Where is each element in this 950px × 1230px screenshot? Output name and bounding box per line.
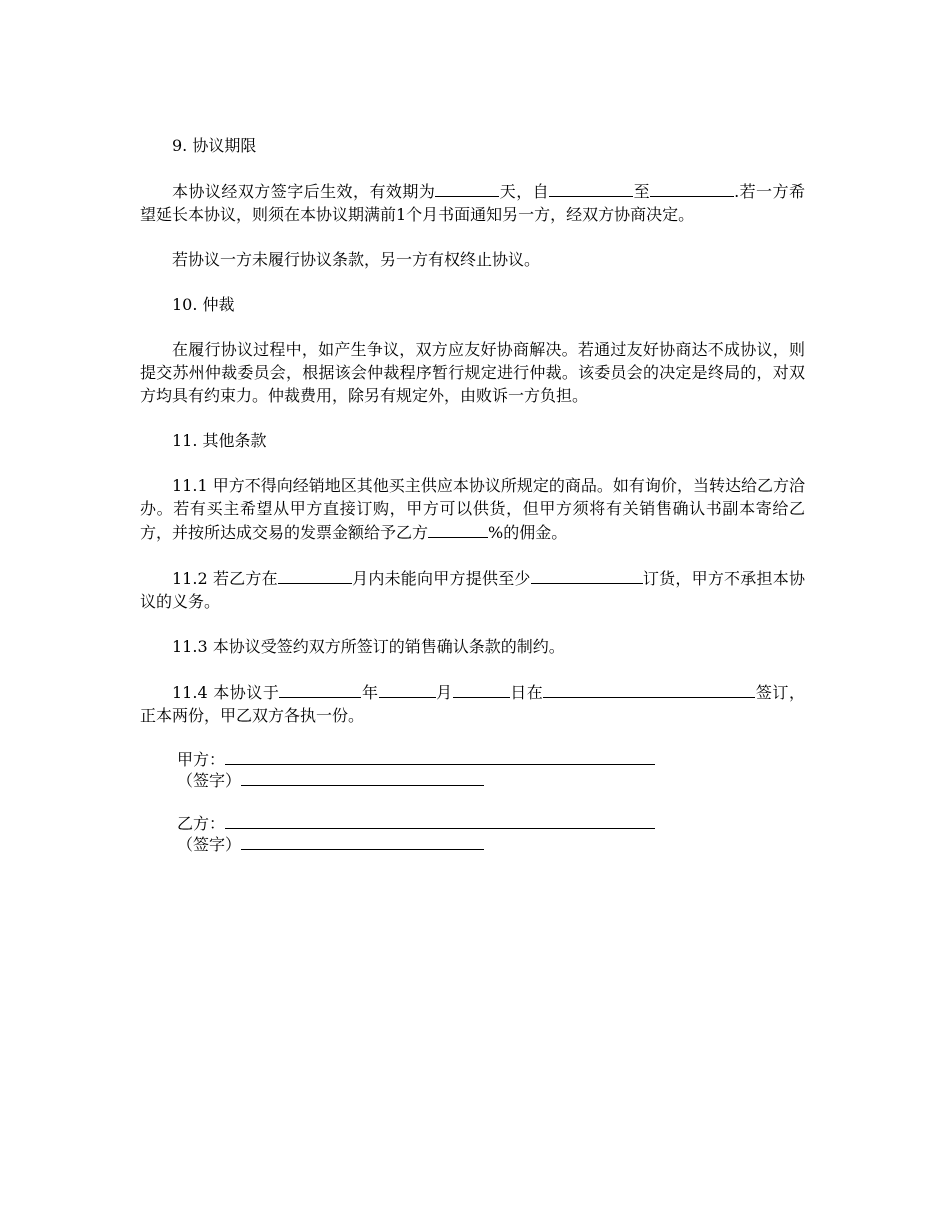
clause-11-4-text-1: 11.4 本协议于 (172, 683, 280, 702)
clause-11-4-paragraph (140, 680, 805, 727)
sign-month-blank[interactable] (379, 680, 436, 698)
party-b-name-blank[interactable] (225, 813, 655, 829)
party-b-label: 乙方： (177, 814, 226, 833)
clause-11-2-text-3: 订货，甲方不承担本协议的义务。 (140, 569, 805, 611)
section-11-heading: 11. 其他条款 (172, 431, 267, 450)
validity-days-blank[interactable] (435, 179, 499, 197)
validity-start-blank[interactable] (549, 179, 633, 197)
section-10-arbitration-paragraph: 在履行协议过程中，如产生争议，双方应友好协商解决。若通过友好协商达不成协议，则提交苏州仲裁委员会，根据该会仲裁程序暂行规定进行仲裁。该委员会的决定是终局的，对双方均具有约束力。仲裁费用，除另有规定外，由败诉一方负担。 (140, 340, 805, 405)
clause-11-2-text-1: 11.2 若乙方在 (172, 569, 278, 588)
commission-percent-blank[interactable] (428, 520, 488, 538)
party-b-sign-blank[interactable] (241, 834, 484, 850)
validity-text-4: .若一方希望延长本协议，则须在本协议期满前1个月书面通知另一方，经双方协商决定。 (140, 182, 805, 224)
clause-11-4-text-4: 日在 (509, 683, 544, 702)
clause-11-4-text-2: 年 (361, 683, 379, 702)
section-10-heading: 10. 仲裁 (172, 295, 235, 314)
clause-11-2-text-2: 月内未能向甲方提供至少 (351, 569, 531, 588)
party-b-sign-label: （签字） (177, 835, 242, 854)
party-a-signature-block (177, 749, 805, 791)
validity-text-2: 天，自 (499, 182, 550, 201)
party-a-label: 甲方： (177, 750, 226, 769)
clause-11-1-text-1: 11.1 甲方不得向经销地区其他买主供应本协议所规定的商品。如有询价，当转达给乙方洽办。若有买主希望从甲方直接订购，甲方可以供货，但甲方须将有关销售确认书副本寄给乙方，并按所达成交易的发票金额给予乙方 (140, 476, 805, 542)
section-9-heading: 9. 协议期限 (172, 136, 257, 155)
party-a-sign-label: （签字） (177, 771, 242, 790)
party-b-line (177, 813, 805, 834)
clause-11-1-text-2: %的佣金。 (488, 523, 568, 542)
section-9-validity-paragraph (140, 179, 805, 226)
party-a-sign-line (177, 770, 805, 791)
minimum-order-blank[interactable] (531, 566, 643, 584)
sign-place-blank[interactable] (543, 680, 755, 698)
party-b-signature-block (177, 813, 805, 855)
clause-11-1-paragraph (140, 474, 805, 544)
clause-11-3-paragraph: 11.3 本协议受签约双方所签订的销售确认条款的制约。 (172, 637, 565, 656)
party-a-name-blank[interactable] (225, 749, 655, 765)
party-a-sign-blank[interactable] (241, 770, 484, 786)
validity-text-1: 本协议经双方签字后生效，有效期为 (172, 182, 436, 201)
validity-text-3: 至 (633, 182, 651, 201)
document-content (140, 134, 805, 877)
party-b-sign-line (177, 834, 805, 855)
sign-day-blank[interactable] (453, 680, 510, 698)
sign-year-blank[interactable] (279, 680, 361, 698)
clause-11-4-text-5: 签订，正本两份，甲乙双方各执一份。 (140, 683, 805, 725)
validity-end-blank[interactable] (650, 179, 734, 197)
clause-11-2-paragraph (140, 566, 805, 613)
party-a-line (177, 749, 805, 770)
months-blank[interactable] (278, 566, 352, 584)
section-9-termination-paragraph: 若协议一方未履行协议条款，另一方有权终止协议。 (172, 250, 541, 269)
clause-11-4-text-3: 月 (435, 683, 453, 702)
